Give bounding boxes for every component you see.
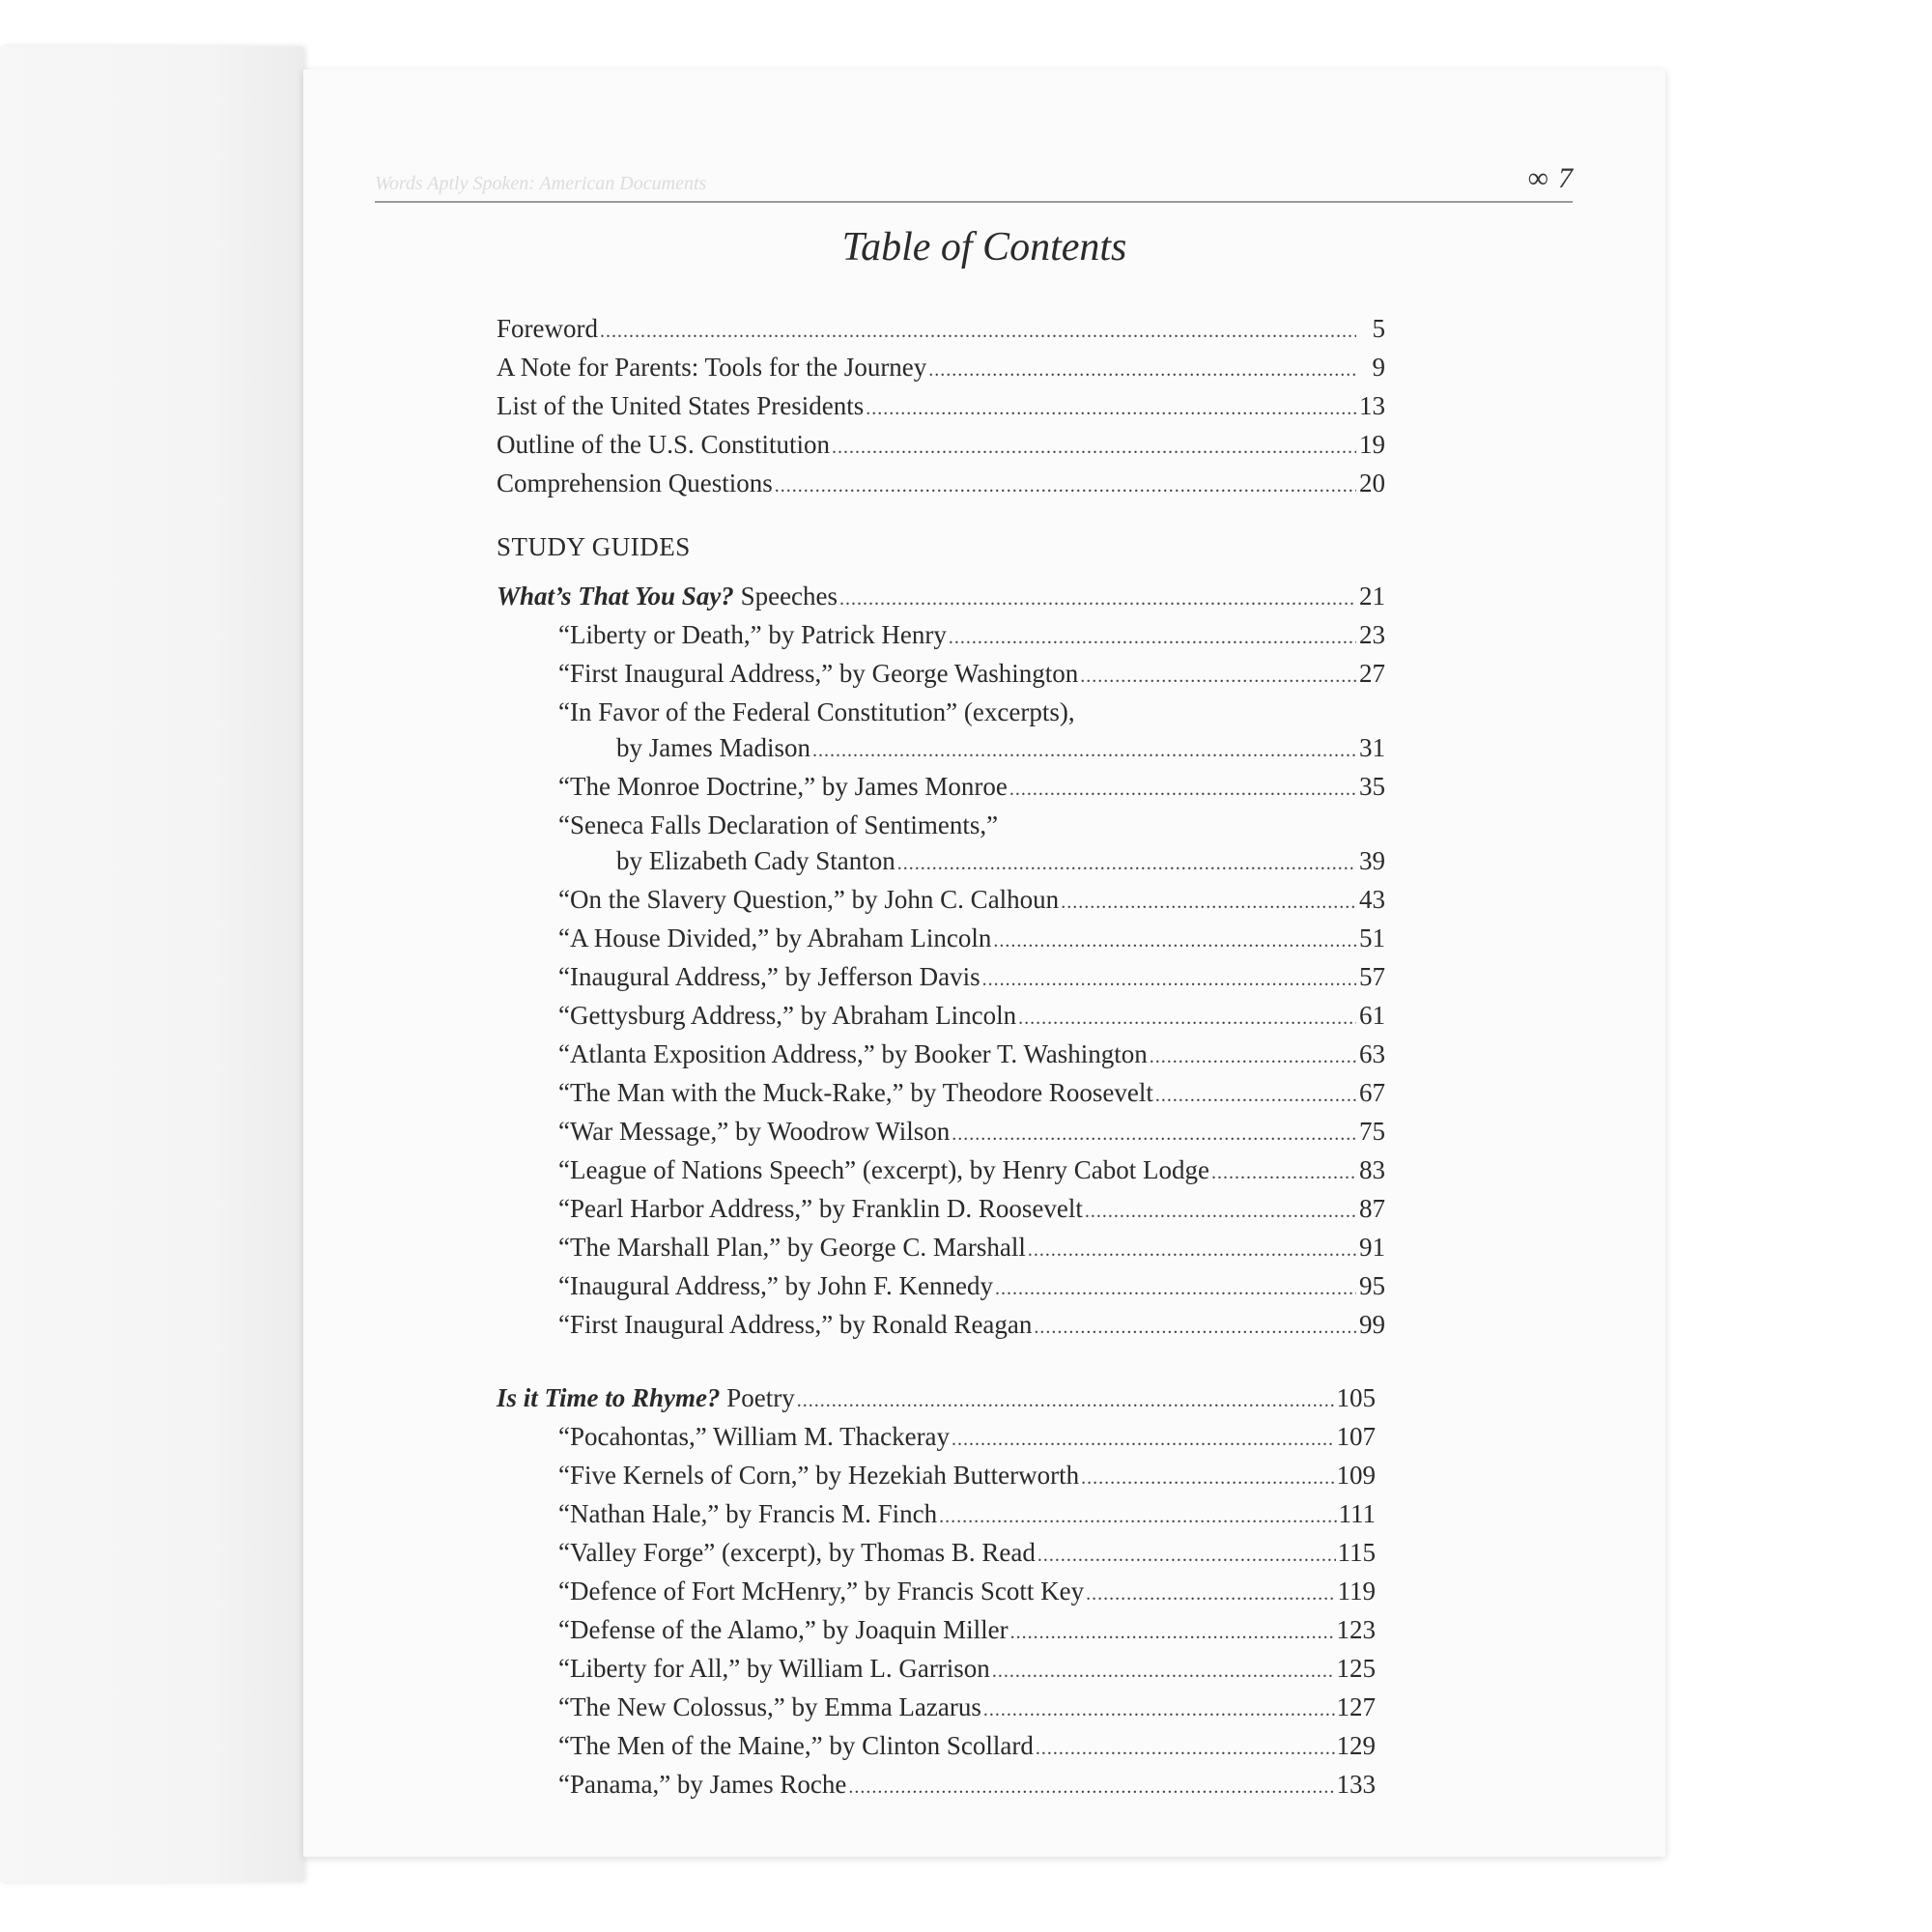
toc-entry-label: “Liberty for All,” by William L. Garrison: [558, 1654, 990, 1683]
toc-entry-label: “Defense of the Alamo,” by Joaquin Miller: [558, 1615, 1009, 1644]
toc-entry-label: “Inaugural Address,” by Jefferson Davis: [558, 962, 980, 991]
toc-entry[interactable]: [497, 1458, 1376, 1496]
toc-entry[interactable]: [497, 730, 1385, 769]
toc-entry-page: 99: [1359, 1310, 1385, 1339]
leader-dots: [866, 391, 1356, 427]
toc-entry-label: “Liberty or Death,” by Patrick Henry: [558, 620, 947, 649]
toc-entry-label: Comprehension Questions: [497, 469, 773, 497]
toc-entry[interactable]: [497, 1191, 1385, 1230]
leader-dots: [1009, 772, 1356, 808]
leader-dots: [832, 430, 1356, 466]
leader-dots: [928, 353, 1356, 388]
leader-dots: [952, 1422, 1334, 1458]
leader-dots: [1086, 1577, 1335, 1612]
toc-entry-label: “Gettysburg Address,” by Abraham Lincoln: [558, 1001, 1017, 1030]
toc-entry-label: “League of Nations Speech” (excerpt), by Henry Cabot Lodge: [558, 1155, 1209, 1184]
leader-dots: [1150, 1039, 1356, 1075]
front-matter-list: [497, 311, 1385, 504]
toc-entry[interactable]: [497, 1152, 1385, 1191]
leader-dots: [897, 846, 1356, 882]
leader-dots: [1018, 1001, 1356, 1037]
leader-dots: [1028, 1233, 1356, 1268]
toc-entry-label: by James Madison: [616, 733, 810, 762]
toc-entry[interactable]: [497, 1037, 1385, 1075]
running-header-title: Words Aptly Spoken: American Documents: [375, 173, 707, 194]
leader-dots: [1085, 1194, 1356, 1230]
right-page: [303, 70, 1665, 1857]
toc-entry[interactable]: [497, 1307, 1385, 1346]
toc-entry[interactable]: [497, 388, 1385, 427]
speeches-title-italic: What’s That You Say?: [497, 582, 734, 611]
toc-entry-page: 20: [1359, 469, 1385, 497]
toc-entry-page: 9: [1372, 353, 1385, 382]
leader-dots: [995, 1271, 1356, 1307]
toc-entry-label: List of the United States Presidents: [497, 391, 865, 420]
toc-entry-label: “Five Kernels of Corn,” by Hezekiah Butterworth: [558, 1461, 1080, 1490]
toc-entry[interactable]: [497, 769, 1385, 808]
toc-entry-page: 39: [1359, 846, 1385, 875]
toc-title: Table of Contents: [841, 225, 1127, 270]
toc-entry[interactable]: [497, 998, 1385, 1037]
leader-dots: [1036, 1731, 1335, 1767]
toc-entry-page: 5: [1372, 314, 1385, 343]
toc-entry[interactable]: [497, 1535, 1376, 1574]
leader-dots: [939, 1499, 1336, 1535]
leader-dots: [1211, 1155, 1356, 1191]
leader-dots: [797, 1383, 1335, 1419]
toc-entry-page: 27: [1359, 659, 1385, 688]
toc-entry-label: “The Monroe Doctrine,” by James Monroe: [558, 772, 1008, 801]
toc-entry-page: 57: [1359, 962, 1385, 991]
toc-entry-page: 109: [1336, 1461, 1376, 1490]
toc-entry-label: Outline of the U.S. Constitution: [497, 430, 831, 459]
speeches-section: [497, 579, 1385, 1346]
toc-entry-label: “A House Divided,” by Abraham Lincoln: [558, 923, 992, 952]
toc-entry[interactable]: [497, 843, 1385, 882]
toc-entry-label: “The Men of the Maine,” by Clinton Scollard: [558, 1731, 1034, 1760]
toc-entry-page: 87: [1359, 1194, 1385, 1223]
toc-entry[interactable]: [497, 656, 1385, 695]
toc-entry-page: 119: [1337, 1577, 1376, 1605]
page-number-value: 7: [1558, 162, 1573, 194]
toc-entry-label: “In Favor of the Federal Constitution” (excerpts),: [558, 697, 1075, 726]
ornament-icon: ∞: [1527, 162, 1548, 194]
toc-entry[interactable]: [497, 311, 1385, 350]
toc-entry-page: 127: [1336, 1692, 1376, 1721]
leader-dots: [848, 1770, 1334, 1805]
leader-dots: [1080, 659, 1356, 695]
speeches-heading[interactable]: [497, 579, 1385, 617]
toc-entry[interactable]: [497, 350, 1385, 388]
leader-dots: [839, 582, 1356, 617]
poetry-heading[interactable]: [497, 1380, 1376, 1419]
leader-dots: [1081, 1461, 1334, 1496]
toc-entry-label: “The New Colossus,” by Emma Lazarus: [558, 1692, 981, 1721]
leader-dots: [1061, 885, 1356, 921]
leader-dots: [993, 923, 1356, 959]
poetry-title-italic: Is it Time to Rhyme?: [497, 1383, 721, 1412]
toc-entry[interactable]: [497, 1114, 1385, 1152]
speeches-title-rest: Speeches: [733, 582, 838, 611]
leader-dots: [1037, 1538, 1336, 1574]
toc-entry-page: 63: [1359, 1039, 1385, 1068]
leader-dots: [812, 733, 1356, 769]
toc-entry[interactable]: [497, 1268, 1385, 1307]
leader-dots: [1010, 1615, 1335, 1651]
toc-entry-label: “Panama,” by James Roche: [558, 1770, 847, 1799]
leader-dots: [952, 1117, 1356, 1152]
toc-entry-label: “Pocahontas,” William M. Thackeray: [558, 1422, 951, 1451]
toc-entry-label: “The Man with the Muck-Rake,” by Theodore Roosevelt: [558, 1078, 1153, 1107]
toc-entry-page: 129: [1336, 1731, 1376, 1760]
toc-entry[interactable]: [497, 1690, 1376, 1728]
toc-entry-page: 123: [1336, 1615, 1376, 1644]
leader-dots: [1034, 1310, 1356, 1346]
toc-entry[interactable]: [497, 427, 1385, 466]
toc-entry[interactable]: [497, 1612, 1376, 1651]
toc-entry-label: “Atlanta Exposition Address,” by Booker T. Washington: [558, 1039, 1148, 1068]
leader-dots: [983, 1692, 1335, 1728]
speeches-list: [497, 617, 1385, 1346]
toc-entry-label: “Seneca Falls Declaration of Sentiments,”: [558, 810, 999, 839]
toc-entry[interactable]: [497, 1419, 1376, 1458]
toc-entry-page: 67: [1359, 1078, 1385, 1107]
poetry-page: 105: [1336, 1383, 1376, 1412]
toc-entry[interactable]: [497, 617, 1385, 656]
page-number: [1528, 162, 1573, 195]
toc-entry-page: 111: [1338, 1499, 1376, 1528]
toc-entry-label: A Note for Parents: Tools for the Journey: [497, 353, 927, 382]
toc-entry-page: 13: [1359, 391, 1385, 420]
poetry-title-rest: Poetry: [720, 1383, 795, 1412]
toc-entry[interactable]: [497, 1075, 1385, 1114]
toc-entry[interactable]: [497, 466, 1385, 504]
toc-entry-label: by Elizabeth Cady Stanton: [616, 846, 895, 875]
leader-dots: [982, 962, 1356, 998]
toc-entry-page: 51: [1359, 923, 1385, 952]
toc-entry-label: “Nathan Hale,” by Francis M. Finch: [558, 1499, 938, 1528]
toc-entry-label: “First Inaugural Address,” by Ronald Reagan: [558, 1310, 1033, 1339]
left-page: [0, 46, 303, 1882]
toc-entry-label: “The Marshall Plan,” by George C. Marshall: [558, 1233, 1026, 1262]
leader-dots: [1155, 1078, 1356, 1114]
toc-entry[interactable]: [497, 695, 1385, 730]
toc-entry[interactable]: [497, 959, 1385, 998]
poetry-section: [497, 1380, 1376, 1805]
toc-entry-page: 75: [1359, 1117, 1385, 1146]
study-guides-heading: STUDY GUIDES: [497, 532, 691, 561]
speeches-page: 21: [1359, 582, 1385, 611]
toc-entry-label: “Pearl Harbor Address,” by Franklin D. Roosevelt: [558, 1194, 1083, 1223]
leader-dots: [775, 469, 1356, 504]
toc-entry[interactable]: [497, 1651, 1376, 1690]
toc-entry-page: 115: [1337, 1538, 1376, 1567]
toc-entry-page: 107: [1336, 1422, 1376, 1451]
toc-entry-label: “First Inaugural Address,” by George Washington: [558, 659, 1079, 688]
toc-entry-label: “War Message,” by Woodrow Wilson: [558, 1117, 951, 1146]
leader-dots: [600, 314, 1356, 350]
toc-entry-page: 35: [1359, 772, 1385, 801]
toc-entry-label: “Defence of Fort McHenry,” by Francis Scott Key: [558, 1577, 1085, 1605]
toc-entry-page: 91: [1359, 1233, 1385, 1262]
toc-entry-page: 31: [1359, 733, 1385, 762]
toc-entry[interactable]: [497, 921, 1385, 959]
table-of-contents: [497, 311, 1694, 1805]
toc-entry-page: 23: [1359, 620, 1385, 649]
toc-entry-page: 83: [1359, 1155, 1385, 1184]
toc-entry[interactable]: [497, 1230, 1385, 1268]
poetry-list: [497, 1419, 1376, 1805]
toc-entry[interactable]: [497, 882, 1385, 921]
leader-dots: [992, 1654, 1335, 1690]
toc-entry-page: 19: [1359, 430, 1385, 459]
toc-entry[interactable]: [497, 1574, 1376, 1612]
leader-dots: [949, 620, 1356, 656]
toc-entry[interactable]: [497, 1728, 1376, 1767]
toc-entry-label: “Inaugural Address,” by John F. Kennedy: [558, 1271, 993, 1300]
toc-entry-page: 125: [1336, 1654, 1376, 1683]
toc-entry-page: 95: [1359, 1271, 1385, 1300]
toc-entry-page: 133: [1336, 1770, 1376, 1799]
toc-entry-label: Foreword: [497, 314, 598, 343]
toc-entry[interactable]: [497, 1496, 1376, 1535]
running-header: [375, 162, 1573, 203]
toc-entry[interactable]: [497, 1767, 1376, 1805]
toc-entry-page: 61: [1359, 1001, 1385, 1030]
toc-entry-label: “On the Slavery Question,” by John C. Calhoun: [558, 885, 1060, 914]
toc-entry-label: “Valley Forge” (excerpt), by Thomas B. Read: [558, 1538, 1036, 1567]
toc-entry-page: 43: [1359, 885, 1385, 914]
toc-entry[interactable]: [497, 808, 1385, 843]
